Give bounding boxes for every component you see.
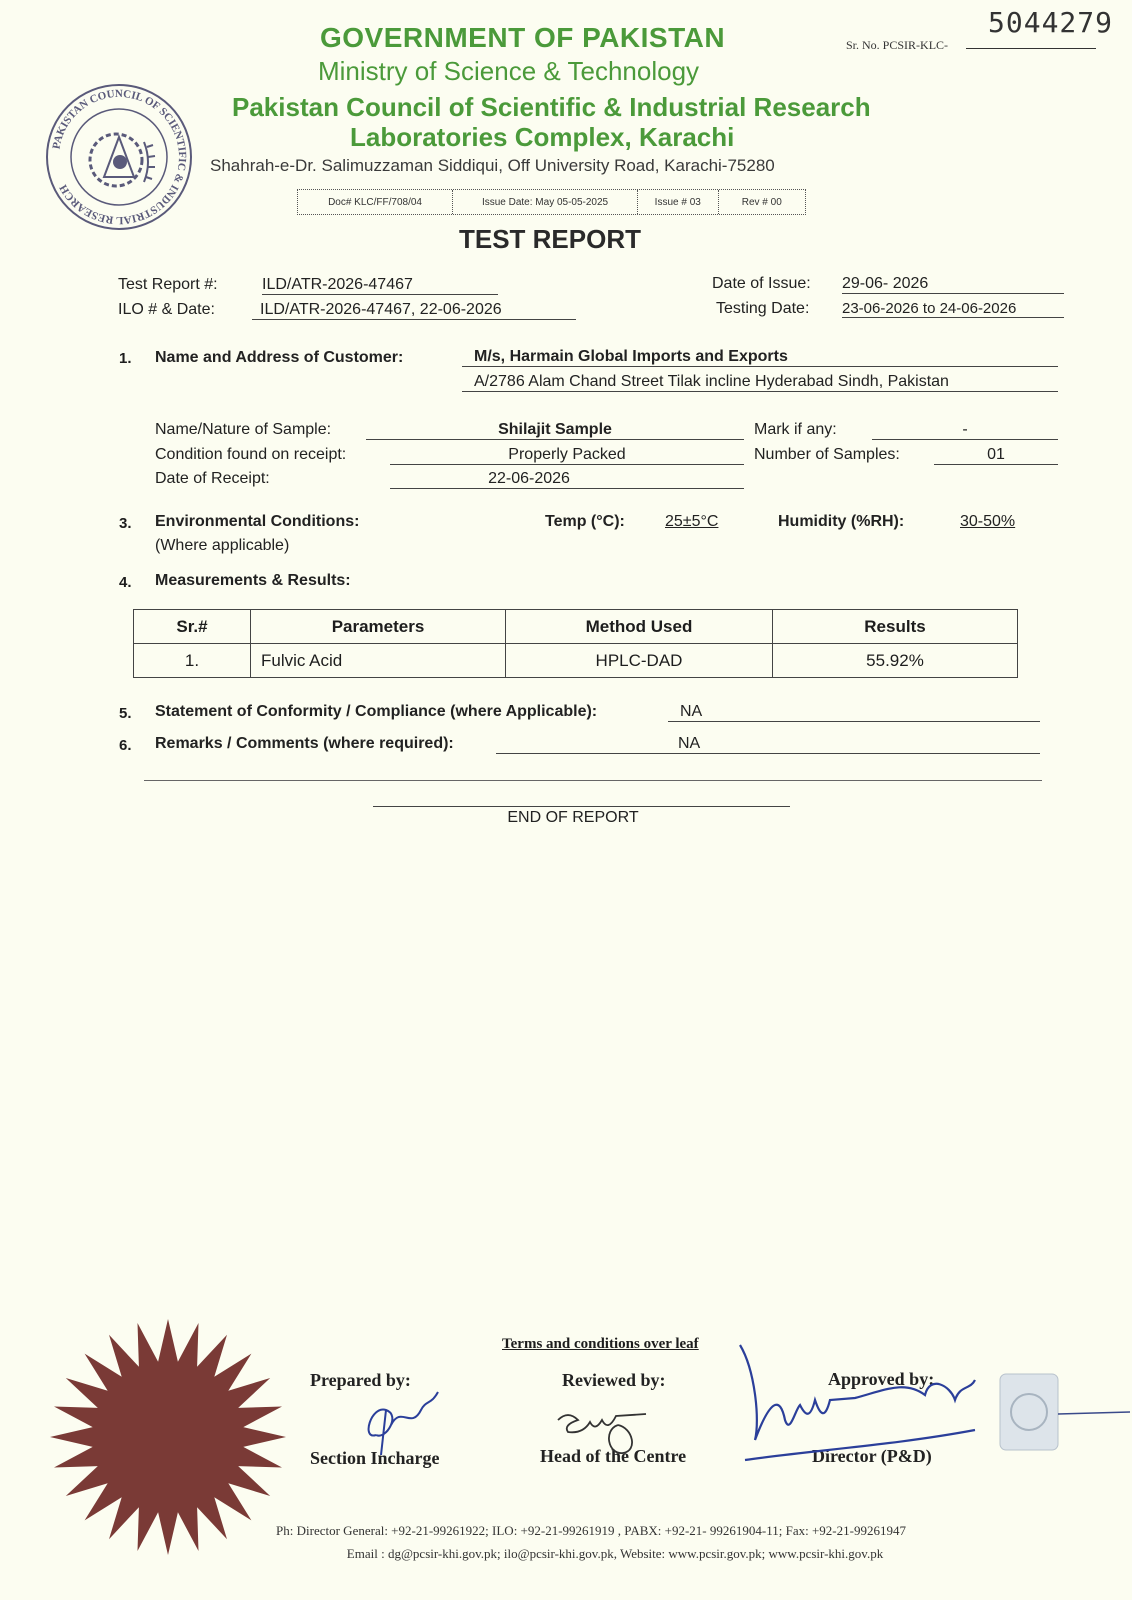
doc-issue-date: Issue Date: May 05-05-2025 <box>453 190 638 214</box>
test-report-label: Test Report #: <box>118 276 218 293</box>
humidity-value: 30-50% <box>960 513 1016 530</box>
serial-number: 5044279 <box>988 6 1114 39</box>
serial-label: Sr. No. PCSIR-KLC- <box>846 38 949 52</box>
terms-link[interactable]: Terms and conditions over leaf <box>502 1336 699 1352</box>
section-number-5: 5. <box>119 705 132 722</box>
sample-name-value: Shilajit Sample <box>366 421 744 440</box>
sample-name-label: Name/Nature of Sample: <box>155 421 332 438</box>
footer-phones: Ph: Director General: +92-21-99261922; ILO: +92-21-99261919 , PABX: +92-21- 99261904-11; Fax: +92-21-99261947 <box>276 1523 906 1538</box>
conformity-value: NA <box>668 703 1040 722</box>
doc-revision: Rev # 00 <box>741 196 782 208</box>
divider <box>144 780 1042 781</box>
table-header-row <box>134 610 1018 644</box>
section-number-4: 4. <box>119 574 132 591</box>
doc-number: Doc# KLC/FF/708/04 <box>298 190 453 214</box>
hologram-seal-icon <box>998 1372 1132 1456</box>
cell-parameter: Fulvic Acid <box>251 644 506 678</box>
customer-label: Name and Address of Customer: <box>155 349 404 366</box>
doc-issue-number: Issue # 03 <box>638 190 719 214</box>
temp-value: 25±5°C <box>665 513 719 530</box>
cell-method: HPLC-DAD <box>506 644 773 678</box>
header-council: Pakistan Council of Scientific & Industrial Research <box>232 92 871 122</box>
col-header-parameters: Parameters <box>251 610 506 644</box>
ilo-label: ILO # & Date: <box>118 301 215 318</box>
humidity-label: Humidity (%RH): <box>778 513 905 530</box>
cell-sr: 1. <box>134 644 251 678</box>
end-of-report: END OF REPORT <box>507 809 639 826</box>
remarks-value: NA <box>496 735 1040 754</box>
col-header-results: Results <box>773 610 1018 644</box>
environment-label: Environmental Conditions: <box>155 513 360 530</box>
serial-underline <box>966 48 1096 49</box>
seal-text: PAKISTAN COUNCIL OF SCIENTIFIC & INDUSTRIAL RESEARCH <box>50 87 189 227</box>
col-header-sr: Sr.# <box>134 610 251 644</box>
footer-email: Email : dg@pcsir-khi.gov.pk; ilo@pcsir-khi.gov.pk, Website: www.pcsir.gov.pk; www.pcsir-khi.gov.pk <box>346 1546 884 1561</box>
header-laboratories: Laboratories Complex, Karachi <box>350 122 735 152</box>
section-number-3: 3. <box>119 515 132 532</box>
section-number-6: 6. <box>119 737 132 754</box>
header-ministry: Ministry of Science & Technology <box>318 56 700 86</box>
header-address: Shahrah-e-Dr. Salimuzzaman Siddiqui, Off University Road, Karachi-75280 <box>210 156 775 175</box>
date-issue-value: 29-06- 2026 <box>842 275 1064 294</box>
condition-label: Condition found on receipt: <box>155 446 347 463</box>
receipt-label: Date of Receipt: <box>155 470 270 487</box>
header-government: GOVERNMENT OF PAKISTAN <box>320 22 726 53</box>
measurements-label: Measurements & Results: <box>155 572 351 589</box>
col-header-method: Method Used <box>506 610 773 644</box>
condition-value: Properly Packed <box>390 446 744 465</box>
receipt-value: 22-06-2026 <box>390 470 744 489</box>
test-report-value: ILD/ATR-2026-47467 <box>262 276 498 295</box>
customer-name: M/s, Harmain Global Imports and Exports <box>462 348 1058 367</box>
mark-value: - <box>872 421 1058 440</box>
approved-signature-icon <box>735 1340 1035 1470</box>
page-title: TEST REPORT <box>458 224 641 254</box>
prepared-by-label: Prepared by: <box>310 1370 411 1390</box>
remarks-label: Remarks / Comments (where required): <box>155 735 454 752</box>
conformity-label: Statement of Conformity / Compliance (where Applicable): <box>155 703 598 720</box>
end-line <box>373 806 790 807</box>
sample-count-value: 01 <box>934 446 1058 465</box>
ilo-value: ILD/ATR-2026-47467, 22-06-2026 <box>252 301 576 320</box>
mark-label: Mark if any: <box>754 421 837 438</box>
prepared-role: Section Incharge <box>310 1448 440 1468</box>
temp-label: Temp (°C): <box>545 513 625 530</box>
prepared-signature-icon <box>356 1380 456 1460</box>
approved-by-label: Approved by: <box>828 1369 935 1389</box>
environment-sub: (Where applicable) <box>155 537 290 554</box>
embossed-stamp-icon <box>48 1317 288 1557</box>
customer-address: A/2786 Alam Chand Street Tilak incline Hyderabad Sindh, Pakistan <box>462 373 1058 392</box>
date-issue-label: Date of Issue: <box>712 275 811 292</box>
document-control-box <box>297 189 806 215</box>
reviewed-role: Head of the Centre <box>540 1446 687 1466</box>
table-row <box>134 644 1018 678</box>
section-number-1: 1. <box>119 350 132 367</box>
pcsir-seal-icon <box>44 82 194 232</box>
reviewed-signature-icon <box>548 1395 678 1455</box>
reviewed-by-label: Reviewed by: <box>562 1370 666 1390</box>
results-table <box>133 609 1018 678</box>
testing-date-label: Testing Date: <box>716 300 810 317</box>
cell-result: 55.92% <box>773 644 1018 678</box>
testing-date-value: 23-06-2026 to 24-06-2026 <box>842 300 1064 318</box>
sample-count-label: Number of Samples: <box>754 446 900 463</box>
approved-role: Director (P&D) <box>812 1446 932 1466</box>
